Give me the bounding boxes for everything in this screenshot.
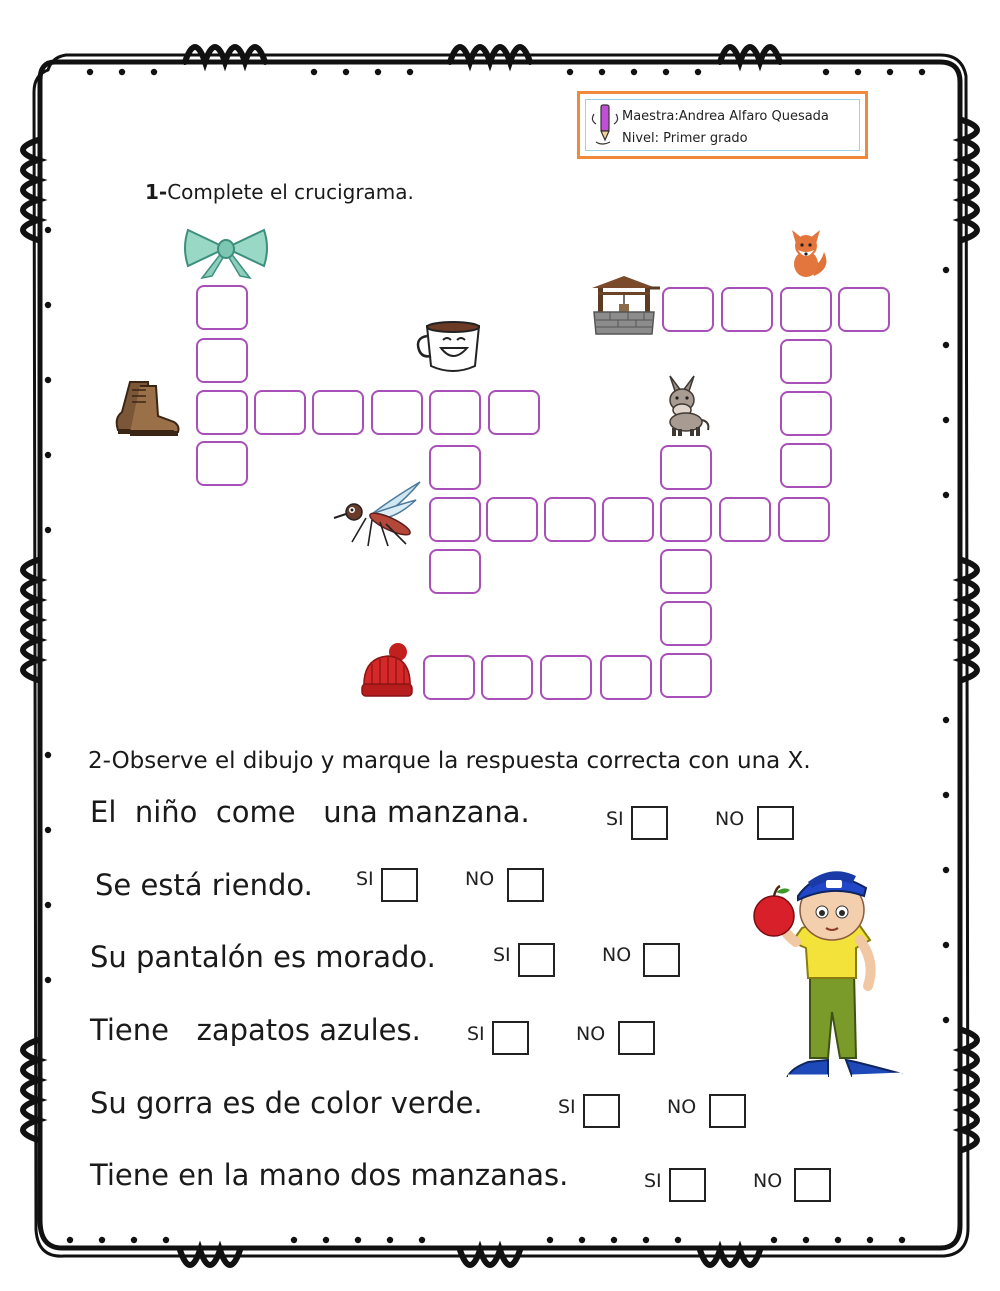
donkey-icon [654,372,712,438]
crossword-cell[interactable] [660,601,712,646]
crossword-cell[interactable] [721,287,773,332]
crossword-cell[interactable] [312,390,364,435]
yes-label: SI [644,1170,662,1192]
yes-checkbox[interactable] [492,1021,529,1055]
crossword-cell[interactable] [780,391,832,436]
boy-illustration [752,862,908,1084]
yes-checkbox[interactable] [583,1094,620,1128]
cup-icon [413,320,489,378]
no-checkbox[interactable] [757,806,794,840]
question-eats-apple: El niño come una manzana. [90,795,530,829]
crossword-cell[interactable] [544,497,596,542]
yes-label: SI [606,808,624,830]
yes-checkbox[interactable] [518,943,555,977]
grade-level: Nivel: Primer grado [622,131,748,146]
crossword-cell[interactable] [838,287,890,332]
yes-label: SI [493,944,511,966]
yes-label: SI [558,1096,576,1118]
question-cap-green: Su gorra es de color verde. [90,1086,483,1120]
yes-label: SI [356,868,374,890]
crossword-cell[interactable] [602,497,654,542]
crossword-cell[interactable] [780,443,832,488]
crossword-cell[interactable] [196,441,248,486]
boots-icon [110,378,182,436]
pencil-icon [590,102,620,148]
crossword-cell[interactable] [662,287,714,332]
no-checkbox[interactable] [507,868,544,902]
crossword-cell[interactable] [429,549,481,594]
exercise1-number: 1- [145,180,168,204]
crossword-cell[interactable] [660,549,712,594]
crossword-cell[interactable] [429,390,481,435]
no-label: NO [715,808,745,830]
crossword-cell[interactable] [719,497,771,542]
yes-checkbox[interactable] [381,868,418,902]
no-label: NO [753,1170,783,1192]
crossword-cell[interactable] [780,339,832,384]
well-icon [588,274,662,336]
question-two-apples: Tiene en la mano dos manzanas. [90,1158,569,1192]
yes-checkbox[interactable] [631,806,668,840]
no-checkbox[interactable] [709,1094,746,1128]
crossword-cell[interactable] [196,338,248,383]
crossword-cell[interactable] [429,497,481,542]
crossword-cell[interactable] [600,655,652,700]
crossword-cell[interactable] [371,390,423,435]
crossword-cell[interactable] [660,445,712,490]
crossword-cell[interactable] [780,287,832,332]
question-shoes-blue: Tiene zapatos azules. [90,1013,421,1047]
crossword-cell[interactable] [481,655,533,700]
mosquito-icon [332,478,422,548]
crossword-cell[interactable] [196,285,248,330]
yes-checkbox[interactable] [669,1168,706,1202]
question-pants-purple: Su pantalón es morado. [90,940,436,974]
hat-icon [358,642,416,698]
crossword-cell[interactable] [254,390,306,435]
crossword-cell[interactable] [778,497,830,542]
crossword-cell[interactable] [540,655,592,700]
no-label: NO [602,944,632,966]
yes-label: SI [467,1023,485,1045]
no-label: NO [667,1096,697,1118]
crossword-cell[interactable] [486,497,538,542]
crossword-cell[interactable] [423,655,475,700]
bow-icon [180,224,272,280]
exercise2-title: 2-Observe el dibujo y marque la respuesta correcta con una X. [88,748,811,774]
no-label: NO [465,868,495,890]
no-checkbox[interactable] [643,943,680,977]
crossword-cell[interactable] [660,653,712,698]
no-label: NO [576,1023,606,1045]
crossword-cell[interactable] [196,390,248,435]
question-is-laughing: Se está riendo. [95,868,313,902]
crossword-cell[interactable] [429,445,481,490]
teacher-info-box [577,91,868,159]
fox-icon [780,222,832,280]
teacher-name: Maestra:Andrea Alfaro Quesada [622,109,829,124]
no-checkbox[interactable] [618,1021,655,1055]
crossword-cell[interactable] [660,497,712,542]
exercise1-instruction: Complete el crucigrama. [167,180,414,204]
exercise1-title [145,180,414,204]
crossword-cell[interactable] [488,390,540,435]
no-checkbox[interactable] [794,1168,831,1202]
